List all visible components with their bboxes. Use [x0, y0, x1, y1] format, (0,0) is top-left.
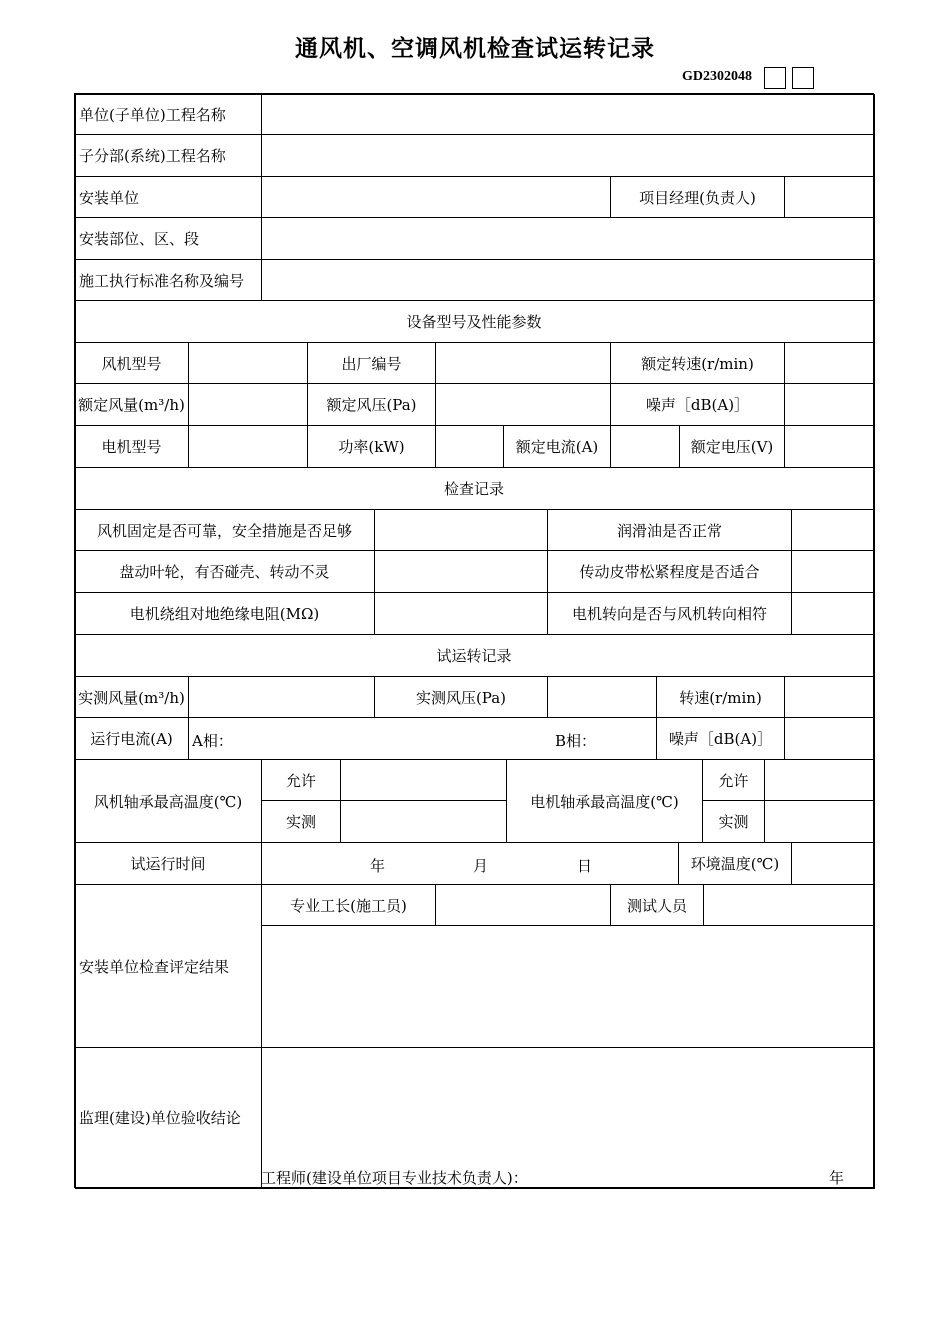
serial-field[interactable]: [435, 342, 611, 384]
measured-pressure-field[interactable]: [547, 676, 657, 718]
motor-measured-label: 实测: [702, 800, 765, 843]
motor-allow-field[interactable]: [764, 759, 874, 801]
sub-name-field[interactable]: [261, 134, 874, 177]
trial-time-label: 试运行时间: [74, 842, 262, 885]
rated-current-field[interactable]: [610, 425, 680, 468]
install-check-label: 安装单位检查评定结果: [74, 884, 262, 1048]
rated-voltage-field[interactable]: [784, 425, 874, 468]
tester-field[interactable]: [703, 884, 874, 926]
rated-speed-field[interactable]: [784, 342, 874, 384]
rated-pressure-label: 额定风压(Pa): [307, 383, 436, 426]
supervision-label: 监理(建设)单位验收结论: [74, 1047, 262, 1188]
motor-bearing-label: 电机轴承最高温度(℃): [506, 759, 703, 843]
direction-field[interactable]: [791, 592, 874, 635]
phase-b-label: B相：: [555, 732, 597, 750]
phase-a-label: A相：: [192, 732, 233, 750]
fan-measured-label: 实测: [261, 800, 341, 843]
env-temp-field[interactable]: [791, 842, 874, 885]
trial-time-field[interactable]: [261, 842, 679, 885]
rated-voltage-label: 额定电压(V): [679, 425, 785, 468]
motor-measured-field[interactable]: [764, 800, 874, 843]
speed-label: 转速(r/min): [656, 676, 785, 718]
impeller-label: 盘动叶轮，有否碰壳、转动不灵: [74, 550, 375, 593]
unit-name-label: 单位(子单位)工程名称: [74, 93, 262, 135]
fan-model-field[interactable]: [188, 342, 308, 384]
sub-name-label: 子分部(系统)工程名称: [74, 134, 262, 177]
direction-label: 电机转向是否与风机转向相符: [547, 592, 792, 635]
location-field[interactable]: [261, 217, 874, 260]
rated-pressure-field[interactable]: [435, 383, 611, 426]
trial-noise-field[interactable]: [784, 717, 874, 760]
motor-model-field[interactable]: [188, 425, 308, 468]
time-day-label: 日: [577, 857, 593, 875]
rated-speed-label: 额定转速(r/min): [610, 342, 785, 384]
install-unit-label: 安装单位: [74, 176, 262, 218]
lube-label: 润滑油是否正常: [547, 509, 792, 551]
belt-field[interactable]: [791, 550, 874, 593]
code-suffix-box-1[interactable]: [764, 67, 786, 89]
foreman-field[interactable]: [435, 884, 611, 926]
impeller-field[interactable]: [374, 550, 548, 593]
speed-field[interactable]: [784, 676, 874, 718]
motor-model-label: 电机型号: [74, 425, 189, 468]
standard-label: 施工执行标准名称及编号: [74, 259, 262, 301]
time-year-label: 年: [370, 857, 386, 875]
engineer-signature-label: 工程师(建设单位项目专业技术负责人)：: [261, 1169, 528, 1187]
equipment-section-header: 设备型号及性能参数: [74, 300, 874, 343]
fan-model-label: 风机型号: [74, 342, 189, 384]
env-temp-label: 环境温度(℃): [678, 842, 792, 885]
fan-bearing-label: 风机轴承最高温度(℃): [74, 759, 262, 843]
fan-measured-field[interactable]: [340, 800, 507, 843]
signature-year-label: 年: [829, 1169, 845, 1187]
time-month-label: 月: [473, 857, 489, 875]
belt-label: 传动皮带松紧程度是否适合: [547, 550, 792, 593]
rated-current-label: 额定电流(A): [503, 425, 611, 468]
insulation-label: 电机绕组对地绝缘电阻(MΩ): [74, 592, 375, 635]
current-label: 运行电流(A): [74, 717, 189, 760]
rated-air-field[interactable]: [188, 383, 308, 426]
rated-air-label: 额定风量(m³/h): [74, 383, 189, 426]
fan-allow-field[interactable]: [340, 759, 507, 801]
trial-noise-label: 噪声［dB(A)］: [656, 717, 785, 760]
location-label: 安装部位、区、段: [74, 217, 262, 260]
power-field[interactable]: [435, 425, 504, 468]
noise-label: 噪声［dB(A)］: [610, 383, 785, 426]
trial-section-header: 试运转记录: [74, 634, 874, 677]
foreman-label: 专业工长(施工员): [261, 884, 436, 926]
lube-field[interactable]: [791, 509, 874, 551]
manager-label: 项目经理(负责人): [610, 176, 785, 218]
install-unit-field[interactable]: [261, 176, 611, 218]
form-title: 通风机、空调风机检查试运转记录: [295, 35, 655, 62]
install-check-result-field[interactable]: [261, 925, 874, 1048]
measured-pressure-label: 实测风压(Pa): [374, 676, 548, 718]
unit-name-field[interactable]: [261, 93, 874, 135]
tester-label: 测试人员: [610, 884, 704, 926]
manager-field[interactable]: [784, 176, 874, 218]
insulation-field[interactable]: [374, 592, 548, 635]
fixing-field[interactable]: [374, 509, 548, 551]
power-label: 功率(kW): [307, 425, 436, 468]
measured-air-label: 实测风量(m³/h): [74, 676, 189, 718]
form-code: GD2302048: [682, 69, 752, 84]
fan-allow-label: 允许: [261, 759, 341, 801]
standard-field[interactable]: [261, 259, 874, 301]
code-suffix-box-2[interactable]: [792, 67, 814, 89]
inspection-section-header: 检查记录: [74, 467, 874, 510]
noise-field[interactable]: [784, 383, 874, 426]
fixing-label: 风机固定是否可靠，安全措施是否足够: [74, 509, 375, 551]
serial-label: 出厂编号: [307, 342, 436, 384]
motor-allow-label: 允许: [702, 759, 765, 801]
measured-air-field[interactable]: [188, 676, 375, 718]
record-table: [75, 94, 875, 1189]
